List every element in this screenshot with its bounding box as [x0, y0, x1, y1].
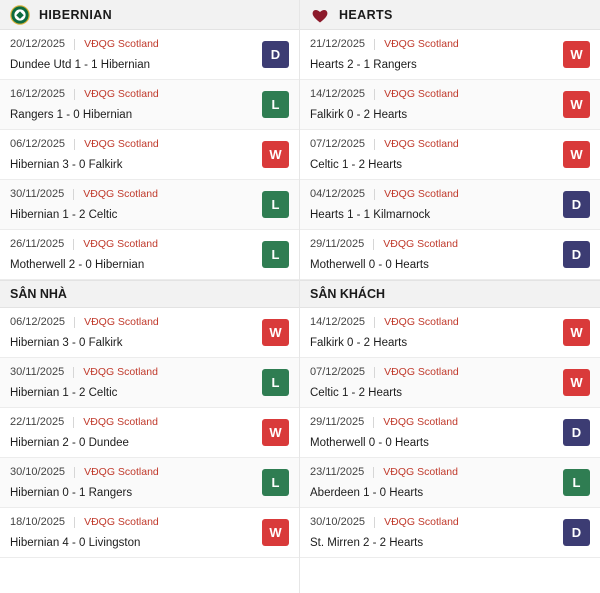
match-meta — [10, 466, 289, 479]
match-score: Celtic 1 - 2 Hearts — [310, 159, 403, 171]
match-result-badge: L — [563, 469, 590, 496]
match-date: 29/11/2025 — [310, 238, 365, 250]
meta-divider — [74, 39, 75, 50]
meta-divider — [374, 89, 375, 100]
match-score: Hibernian 3 - 0 Falkirk — [10, 159, 123, 171]
match-score: Motherwell 0 - 0 Hearts — [310, 437, 429, 449]
match-date: 23/11/2025 — [310, 466, 365, 478]
away-section-header — [300, 280, 600, 308]
match-competition: VĐQG Scotland — [384, 316, 459, 328]
match-score: Hibernian 0 - 1 Rangers — [10, 487, 133, 499]
match-score: Celtic 1 - 2 Hearts — [310, 387, 403, 399]
match-competition: VĐQG Scotland — [84, 88, 159, 100]
match-row[interactable] — [300, 80, 600, 130]
meta-divider — [374, 317, 375, 328]
match-date: 16/12/2025 — [10, 88, 66, 100]
match-date: 26/11/2025 — [10, 238, 65, 250]
match-date: 21/12/2025 — [310, 38, 366, 50]
meta-divider — [73, 239, 74, 250]
match-meta — [10, 138, 289, 151]
match-row[interactable] — [300, 508, 600, 558]
home-team-name: HIBERNIAN — [39, 7, 113, 22]
match-date: 30/11/2025 — [10, 366, 65, 378]
match-row[interactable] — [0, 458, 299, 508]
match-competition: VĐQG Scotland — [383, 238, 458, 250]
meta-divider — [73, 189, 74, 200]
meta-divider — [74, 317, 75, 328]
meta-divider — [374, 189, 375, 200]
home-section-header — [0, 280, 299, 308]
match-meta — [10, 516, 289, 529]
match-meta — [310, 416, 590, 429]
match-date: 20/12/2025 — [10, 38, 66, 50]
match-competition: VĐQG Scotland — [84, 38, 159, 50]
match-row[interactable] — [0, 358, 299, 408]
match-result-badge: L — [262, 469, 289, 496]
meta-divider — [373, 239, 374, 250]
match-meta — [10, 366, 289, 379]
meta-divider — [374, 517, 375, 528]
match-row[interactable] — [0, 230, 299, 280]
match-result-badge: D — [563, 241, 590, 268]
hibernian-crest-icon — [10, 5, 30, 25]
match-competition: VĐQG Scotland — [84, 316, 159, 328]
match-competition: VĐQG Scotland — [384, 38, 459, 50]
match-date: 30/10/2025 — [10, 466, 66, 478]
meta-divider — [74, 467, 75, 478]
match-competition: VĐQG Scotland — [84, 516, 159, 528]
match-competition: VĐQG Scotland — [83, 238, 158, 250]
match-meta — [10, 316, 289, 329]
match-meta — [310, 366, 590, 379]
match-competition: VĐQG Scotland — [383, 416, 458, 428]
match-score: Falkirk 0 - 2 Hearts — [310, 337, 408, 349]
match-meta — [310, 516, 590, 529]
match-score: Aberdeen 1 - 0 Hearts — [310, 487, 424, 499]
match-competition: VĐQG Scotland — [384, 516, 459, 528]
match-score: Hibernian 2 - 0 Dundee — [10, 437, 129, 449]
match-meta — [310, 88, 590, 101]
hearts-crest-icon — [310, 5, 330, 25]
match-meta — [10, 188, 289, 201]
match-competition: VĐQG Scotland — [384, 366, 459, 378]
match-date: 04/12/2025 — [310, 188, 366, 200]
meta-divider — [374, 139, 375, 150]
match-score: Rangers 1 - 0 Hibernian — [10, 109, 133, 121]
match-competition: VĐQG Scotland — [83, 416, 158, 428]
match-date: 14/12/2025 — [310, 316, 366, 328]
match-row[interactable] — [300, 358, 600, 408]
match-meta — [310, 316, 590, 329]
match-date: 14/12/2025 — [310, 88, 366, 100]
match-result-badge: W — [563, 41, 590, 68]
match-date: 30/10/2025 — [310, 516, 366, 528]
match-result-badge: W — [262, 319, 289, 346]
home-team-header — [0, 0, 299, 30]
match-score: Hearts 1 - 1 Kilmarnock — [310, 209, 431, 221]
match-result-badge: L — [262, 369, 289, 396]
home-section-label: SÂN NHÀ — [10, 287, 67, 301]
match-row[interactable] — [300, 308, 600, 358]
meta-divider — [374, 367, 375, 378]
match-score: Motherwell 2 - 0 Hibernian — [10, 259, 145, 271]
meta-divider — [373, 467, 374, 478]
match-score: Hibernian 4 - 0 Livingston — [10, 537, 141, 549]
match-result-badge: D — [563, 519, 590, 546]
match-row[interactable] — [300, 230, 600, 280]
meta-divider — [74, 139, 75, 150]
match-result-badge: D — [563, 419, 590, 446]
match-row[interactable] — [300, 30, 600, 80]
match-row[interactable] — [300, 130, 600, 180]
match-score: Hibernian 1 - 2 Celtic — [10, 387, 118, 399]
match-row[interactable] — [0, 308, 299, 358]
meta-divider — [74, 517, 75, 528]
meta-divider — [73, 367, 74, 378]
match-score: Motherwell 0 - 0 Hearts — [310, 259, 429, 271]
match-score: Hibernian 3 - 0 Falkirk — [10, 337, 123, 349]
match-meta — [10, 88, 289, 101]
match-result-badge: W — [563, 369, 590, 396]
match-row[interactable] — [0, 180, 299, 230]
away-section-label: SÂN KHÁCH — [310, 287, 385, 301]
meta-divider — [373, 417, 374, 428]
match-meta — [310, 138, 590, 151]
match-competition: VĐQG Scotland — [83, 366, 158, 378]
match-meta — [310, 238, 590, 251]
match-competition: VĐQG Scotland — [83, 188, 158, 200]
match-meta — [310, 38, 590, 51]
match-score: Falkirk 0 - 2 Hearts — [310, 109, 408, 121]
match-result-badge: W — [262, 519, 289, 546]
match-score: Dundee Utd 1 - 1 Hibernian — [10, 59, 150, 71]
match-row[interactable] — [0, 30, 299, 80]
away-team-header — [300, 0, 600, 30]
match-result-badge: L — [262, 241, 289, 268]
match-competition: VĐQG Scotland — [84, 466, 159, 478]
match-result-badge: W — [563, 319, 590, 346]
match-result-badge: L — [262, 191, 289, 218]
match-result-badge: D — [563, 191, 590, 218]
away-team-column — [300, 0, 600, 593]
match-date: 22/11/2025 — [10, 416, 65, 428]
match-row[interactable] — [0, 408, 299, 458]
away-team-name: HEARTS — [339, 7, 393, 22]
match-competition: VĐQG Scotland — [384, 138, 459, 150]
match-meta — [310, 466, 590, 479]
match-date: 07/12/2025 — [310, 138, 366, 150]
match-date: 29/11/2025 — [310, 416, 365, 428]
meta-divider — [74, 89, 75, 100]
match-meta — [10, 238, 289, 251]
match-competition: VĐQG Scotland — [384, 88, 459, 100]
match-competition: VĐQG Scotland — [84, 138, 159, 150]
match-competition: VĐQG Scotland — [383, 466, 458, 478]
match-score: Hibernian 1 - 2 Celtic — [10, 209, 118, 221]
match-score: Hearts 2 - 1 Rangers — [310, 59, 417, 71]
match-row[interactable] — [300, 180, 600, 230]
match-result-badge: W — [563, 91, 590, 118]
match-meta — [310, 188, 590, 201]
match-row[interactable] — [0, 80, 299, 130]
match-row[interactable] — [0, 508, 299, 558]
match-competition: VĐQG Scotland — [384, 188, 459, 200]
match-result-badge: W — [262, 141, 289, 168]
match-date: 30/11/2025 — [10, 188, 65, 200]
match-date: 07/12/2025 — [310, 366, 366, 378]
meta-divider — [374, 39, 375, 50]
match-result-badge: W — [563, 141, 590, 168]
match-row[interactable] — [300, 458, 600, 508]
match-date: 06/12/2025 — [10, 138, 66, 150]
match-date: 06/12/2025 — [10, 316, 66, 328]
match-result-badge: L — [262, 91, 289, 118]
match-meta — [10, 38, 289, 51]
meta-divider — [73, 417, 74, 428]
match-score: St. Mirren 2 - 2 Hearts — [310, 537, 424, 549]
match-row[interactable] — [300, 408, 600, 458]
match-result-badge: D — [262, 41, 289, 68]
match-row[interactable] — [0, 130, 299, 180]
match-date: 18/10/2025 — [10, 516, 66, 528]
match-result-badge: W — [262, 419, 289, 446]
match-meta — [10, 416, 289, 429]
